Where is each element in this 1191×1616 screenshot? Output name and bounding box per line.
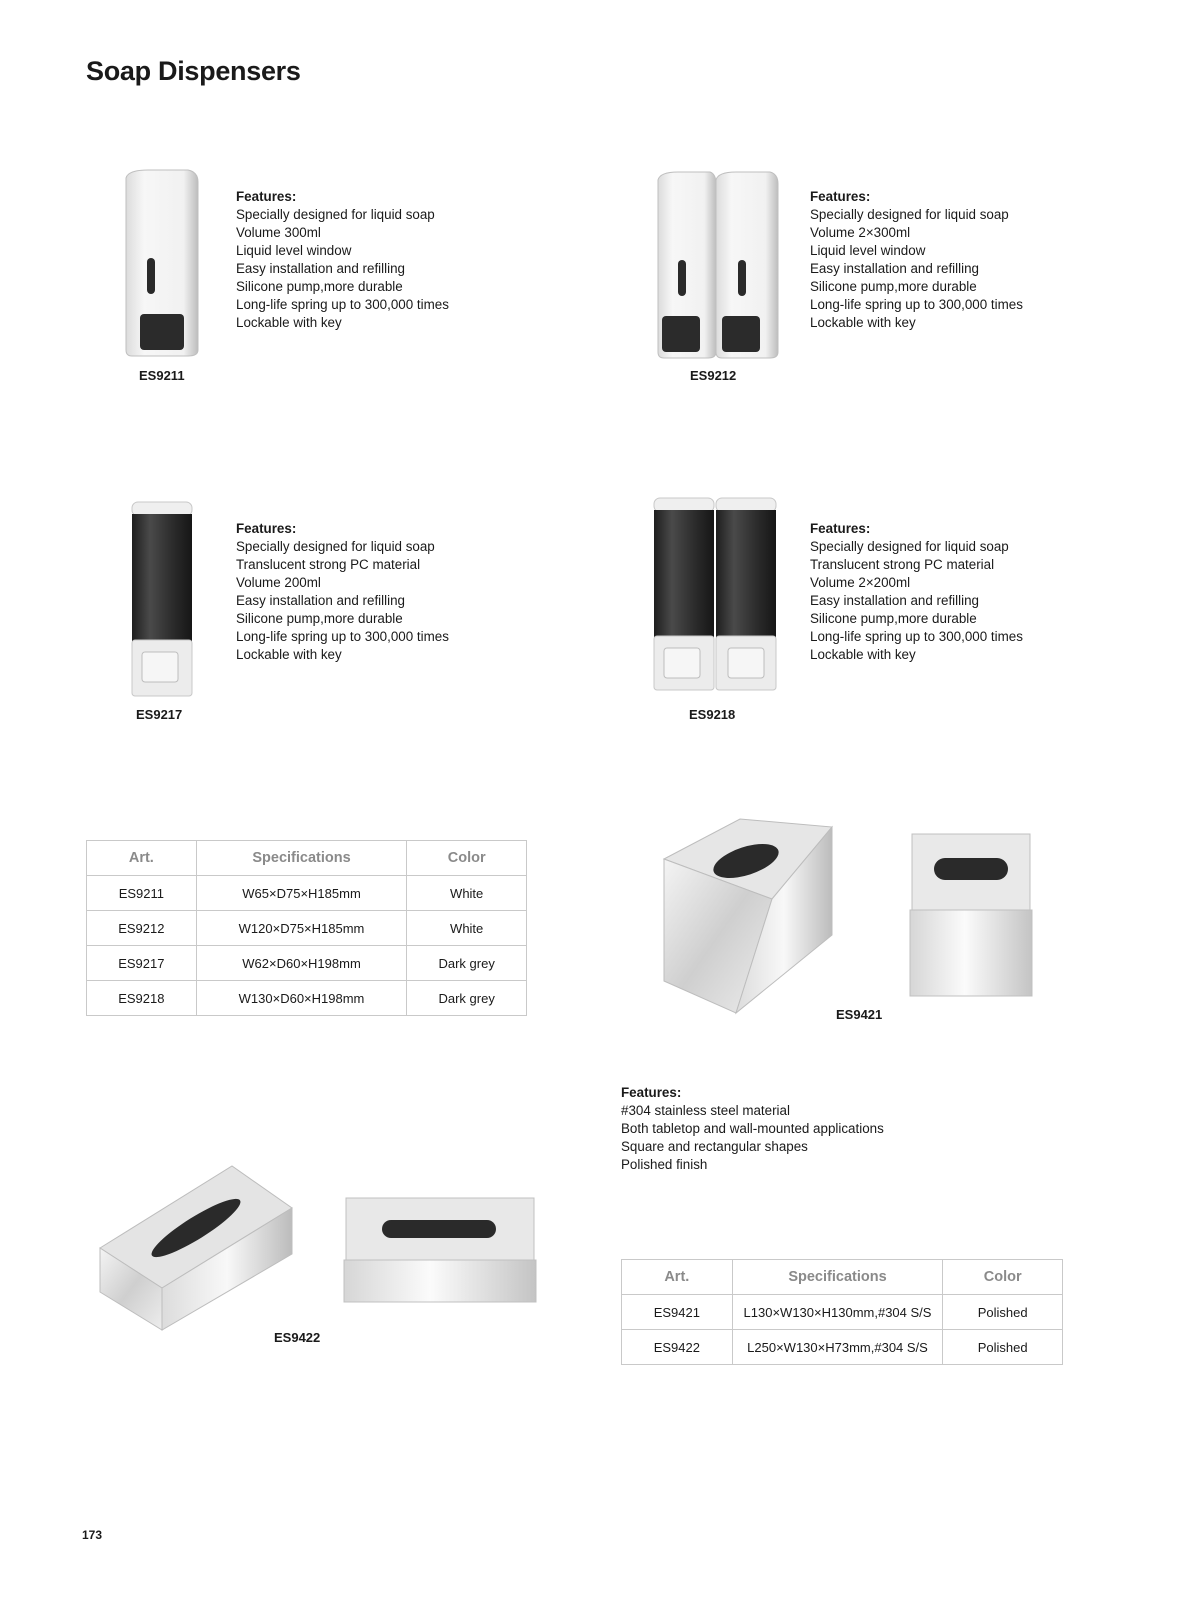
feature-item: Lockable with key bbox=[810, 315, 916, 330]
table-cell: White bbox=[407, 911, 527, 946]
feature-item: Both tabletop and wall-mounted applications bbox=[621, 1121, 884, 1136]
page-number: 173 bbox=[82, 1528, 103, 1542]
features-heading: Features: bbox=[236, 521, 297, 536]
feature-item: Volume 200ml bbox=[236, 575, 321, 590]
table-cell: Polished bbox=[943, 1330, 1063, 1365]
feature-item: Long-life spring up to 300,000 times bbox=[236, 297, 449, 312]
feature-item: Specially designed for liquid soap bbox=[236, 539, 435, 554]
es9217-product-image bbox=[128, 500, 198, 700]
table-cell: ES9218 bbox=[87, 981, 197, 1016]
feature-item: #304 stainless steel material bbox=[621, 1103, 790, 1118]
feature-item: Volume 300ml bbox=[236, 225, 321, 240]
table-cell: White bbox=[407, 876, 527, 911]
feature-item: Translucent strong PC material bbox=[236, 557, 421, 572]
features-block bbox=[236, 520, 449, 664]
product-code: ES9212 bbox=[690, 368, 737, 383]
feature-item: Long-life spring up to 300,000 times bbox=[810, 629, 1023, 644]
feature-item: Specially designed for liquid soap bbox=[810, 539, 1009, 554]
features-heading: Features: bbox=[810, 521, 871, 536]
table-header-row bbox=[622, 1260, 1063, 1295]
es9421-wall-image bbox=[908, 830, 1034, 1002]
table-cell: ES9212 bbox=[87, 911, 197, 946]
column-header: Color bbox=[407, 841, 527, 876]
es9422-product-image bbox=[96, 1164, 296, 1334]
column-header: Specifications bbox=[732, 1260, 943, 1295]
table-header-row bbox=[87, 841, 527, 876]
feature-item: Silicone pump,more durable bbox=[810, 611, 977, 626]
feature-item: Easy installation and refilling bbox=[236, 593, 405, 608]
feature-item: Volume 2×300ml bbox=[810, 225, 911, 240]
product-code: ES9211 bbox=[139, 368, 185, 383]
dispenser-spec-table bbox=[86, 840, 527, 1016]
feature-item: Translucent strong PC material bbox=[810, 557, 995, 572]
features-block bbox=[621, 1084, 884, 1174]
table-cell: Dark grey bbox=[407, 981, 527, 1016]
feature-item: Specially designed for liquid soap bbox=[810, 207, 1009, 222]
feature-item: Lockable with key bbox=[810, 647, 916, 662]
table-row bbox=[622, 1330, 1063, 1365]
table-row bbox=[87, 981, 527, 1016]
features-heading: Features: bbox=[236, 189, 297, 204]
feature-item: Lockable with key bbox=[236, 315, 342, 330]
table-cell: W62×D60×H198mm bbox=[196, 946, 407, 981]
feature-item: Easy installation and refilling bbox=[236, 261, 405, 276]
features-heading: Features: bbox=[810, 189, 871, 204]
feature-item: Volume 2×200ml bbox=[810, 575, 911, 590]
column-header: Art. bbox=[622, 1260, 733, 1295]
column-header: Specifications bbox=[196, 841, 407, 876]
table-cell: Dark grey bbox=[407, 946, 527, 981]
feature-item: Liquid level window bbox=[236, 243, 352, 258]
feature-item: Silicone pump,more durable bbox=[236, 279, 403, 294]
feature-item: Lockable with key bbox=[236, 647, 342, 662]
table-row bbox=[87, 911, 527, 946]
table-cell: ES9422 bbox=[622, 1330, 733, 1365]
feature-item: Long-life spring up to 300,000 times bbox=[810, 297, 1023, 312]
table-cell: ES9421 bbox=[622, 1295, 733, 1330]
table-cell: ES9217 bbox=[87, 946, 197, 981]
product-code: ES9421 bbox=[836, 1007, 883, 1022]
feature-item: Silicone pump,more durable bbox=[810, 279, 977, 294]
es9212-product-image bbox=[652, 170, 784, 360]
table-cell: W65×D75×H185mm bbox=[196, 876, 407, 911]
table-row bbox=[622, 1295, 1063, 1330]
feature-item: Silicone pump,more durable bbox=[236, 611, 403, 626]
product-code: ES9217 bbox=[136, 707, 183, 722]
feature-item: Specially designed for liquid soap bbox=[236, 207, 435, 222]
column-header: Color bbox=[943, 1260, 1063, 1295]
table-cell: L250×W130×H73mm,#304 S/S bbox=[732, 1330, 943, 1365]
table-row bbox=[87, 946, 527, 981]
feature-item: Polished finish bbox=[621, 1157, 708, 1172]
product-code: ES9422 bbox=[274, 1330, 321, 1345]
feature-item: Easy installation and refilling bbox=[810, 593, 979, 608]
tissue-spec-table bbox=[621, 1259, 1063, 1365]
features-block bbox=[810, 188, 1023, 332]
features-heading: Features: bbox=[621, 1085, 682, 1100]
es9218-product-image bbox=[650, 496, 782, 692]
es9422-wall-image bbox=[342, 1194, 538, 1304]
features-block bbox=[236, 188, 449, 332]
table-cell: Polished bbox=[943, 1295, 1063, 1330]
table-cell: L130×W130×H130mm,#304 S/S bbox=[732, 1295, 943, 1330]
feature-item: Square and rectangular shapes bbox=[621, 1139, 808, 1154]
feature-item: Long-life spring up to 300,000 times bbox=[236, 629, 449, 644]
table-cell: ES9211 bbox=[87, 876, 197, 911]
product-code: ES9218 bbox=[689, 707, 736, 722]
feature-item: Easy installation and refilling bbox=[810, 261, 979, 276]
feature-item: Liquid level window bbox=[810, 243, 926, 258]
table-cell: W130×D60×H198mm bbox=[196, 981, 407, 1016]
page-title: Soap Dispensers bbox=[86, 56, 301, 86]
es9211-product-image bbox=[118, 170, 208, 360]
column-header: Art. bbox=[87, 841, 197, 876]
features-block bbox=[810, 520, 1023, 664]
es9421-product-image bbox=[660, 815, 840, 1015]
table-cell: W120×D75×H185mm bbox=[196, 911, 407, 946]
table-row bbox=[87, 876, 527, 911]
